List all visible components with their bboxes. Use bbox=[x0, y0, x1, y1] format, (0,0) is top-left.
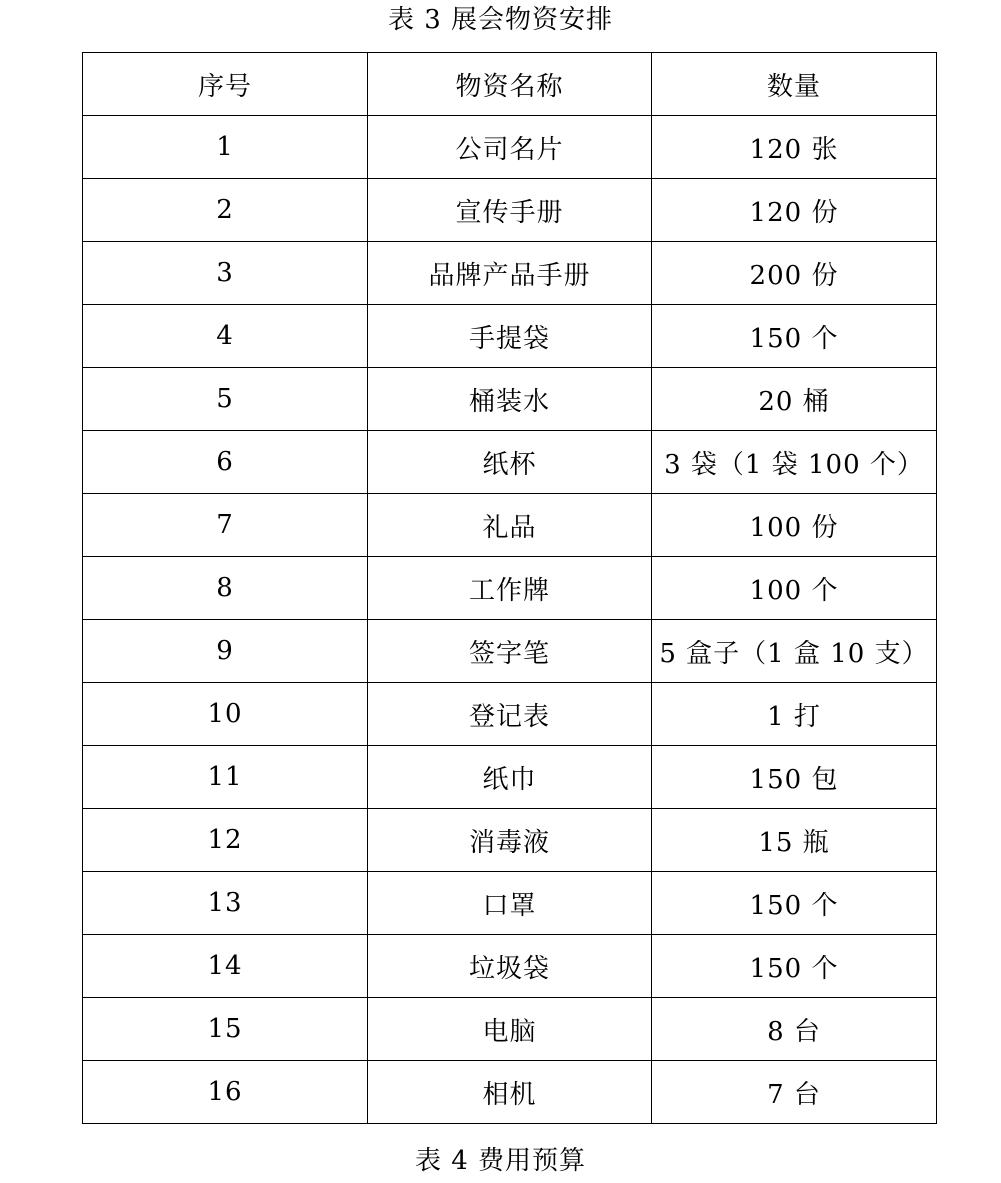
table-row bbox=[83, 242, 937, 305]
cell-index: 5 bbox=[83, 368, 368, 431]
table-row bbox=[83, 872, 937, 935]
cell-index: 3 bbox=[83, 242, 368, 305]
cell-quantity: 100 份 bbox=[652, 494, 937, 557]
cell-name: 礼品 bbox=[368, 494, 652, 557]
table-row bbox=[83, 368, 937, 431]
cell-quantity: 5 盒子（1 盒 10 支） bbox=[652, 620, 937, 683]
cell-name: 纸杯 bbox=[368, 431, 652, 494]
cell-index: 11 bbox=[83, 746, 368, 809]
cell-index: 4 bbox=[83, 305, 368, 368]
cell-quantity: 120 份 bbox=[652, 179, 937, 242]
cell-quantity: 150 个 bbox=[652, 872, 937, 935]
table-row bbox=[83, 683, 937, 746]
table-row bbox=[83, 557, 937, 620]
cell-name: 垃圾袋 bbox=[368, 935, 652, 998]
cell-name: 相机 bbox=[368, 1061, 652, 1124]
cell-name: 品牌产品手册 bbox=[368, 242, 652, 305]
cell-name: 签字笔 bbox=[368, 620, 652, 683]
table-row bbox=[83, 305, 937, 368]
cell-name: 手提袋 bbox=[368, 305, 652, 368]
cell-index: 9 bbox=[83, 620, 368, 683]
cell-name: 桶装水 bbox=[368, 368, 652, 431]
cell-name: 宣传手册 bbox=[368, 179, 652, 242]
cell-name: 电脑 bbox=[368, 998, 652, 1061]
cell-quantity: 8 台 bbox=[652, 998, 937, 1061]
cell-index: 16 bbox=[83, 1061, 368, 1124]
cell-index: 7 bbox=[83, 494, 368, 557]
table-row bbox=[83, 1061, 937, 1124]
cell-quantity: 7 台 bbox=[652, 1061, 937, 1124]
cell-quantity: 150 个 bbox=[652, 305, 937, 368]
cell-quantity: 150 个 bbox=[652, 935, 937, 998]
cell-name: 口罩 bbox=[368, 872, 652, 935]
cell-quantity: 15 瓶 bbox=[652, 809, 937, 872]
cell-index: 15 bbox=[83, 998, 368, 1061]
table-row bbox=[83, 935, 937, 998]
table-row bbox=[83, 809, 937, 872]
table3-caption: 表 3 展会物资安排 bbox=[387, 5, 614, 35]
header-index: 序号 bbox=[83, 53, 368, 116]
cell-name: 公司名片 bbox=[368, 116, 652, 179]
cell-quantity: 1 打 bbox=[652, 683, 937, 746]
table-row bbox=[83, 620, 937, 683]
cell-name: 工作牌 bbox=[368, 557, 652, 620]
header-row bbox=[83, 53, 937, 116]
cell-quantity: 120 张 bbox=[652, 116, 937, 179]
table-row bbox=[83, 431, 937, 494]
table-row bbox=[83, 116, 937, 179]
cell-name: 消毒液 bbox=[368, 809, 652, 872]
supplies-table bbox=[82, 52, 937, 1124]
cell-index: 8 bbox=[83, 557, 368, 620]
cell-quantity: 150 包 bbox=[652, 746, 937, 809]
cell-quantity: 20 桶 bbox=[652, 368, 937, 431]
table-row bbox=[83, 179, 937, 242]
cell-quantity: 3 袋（1 袋 100 个） bbox=[652, 431, 937, 494]
cell-index: 14 bbox=[83, 935, 368, 998]
header-name: 物资名称 bbox=[368, 53, 652, 116]
cell-index: 10 bbox=[83, 683, 368, 746]
table4-caption: 表 4 费用预算 bbox=[414, 1146, 587, 1176]
cell-index: 1 bbox=[83, 116, 368, 179]
cell-index: 13 bbox=[83, 872, 368, 935]
cell-index: 6 bbox=[83, 431, 368, 494]
table-row bbox=[83, 746, 937, 809]
cell-name: 登记表 bbox=[368, 683, 652, 746]
cell-quantity: 200 份 bbox=[652, 242, 937, 305]
cell-name: 纸巾 bbox=[368, 746, 652, 809]
cell-index: 12 bbox=[83, 809, 368, 872]
cell-quantity: 100 个 bbox=[652, 557, 937, 620]
cell-index: 2 bbox=[83, 179, 368, 242]
header-quantity: 数量 bbox=[652, 53, 937, 116]
table-row bbox=[83, 494, 937, 557]
table-row bbox=[83, 998, 937, 1061]
